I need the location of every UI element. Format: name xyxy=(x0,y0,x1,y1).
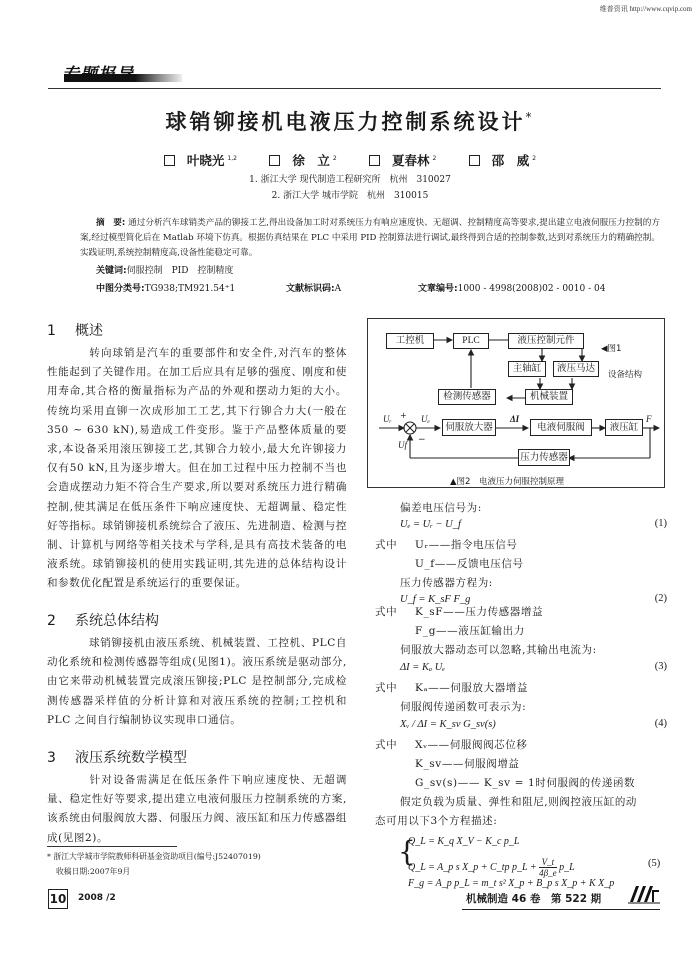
affiliation-1: 1. 浙江大学 现代制造工程研究所 杭州 310027 xyxy=(249,175,451,185)
text-line: 伺服阀传递函数可表示为: xyxy=(400,701,527,713)
text-line: 伺服放大器动态可以忽略,其输出电流为: xyxy=(400,644,597,656)
text-line: 假定负载为质量、弹性和阻尼,则阀控液压缸的动 xyxy=(400,796,638,808)
section-title: 系统总体结构 xyxy=(75,613,159,629)
equation-3 xyxy=(367,661,667,673)
paragraph-text: 球销铆接机由液压系统、机械装置、工控机、PLC自动化系统和检测传感器等组成(见图1)。液压系统是驱动部分,由它来带动机械装置完成滚压铆接;PLC 是控制部分,完成检测传感器采样值的分析计算和对液压系统的控制;工控机和 PLC 之间自行编制协议实现串口通信。 xyxy=(47,637,347,726)
footnote-fund: * 浙江大学城市学院教师科研基金资助项目(编号:J52407019) xyxy=(47,852,261,861)
doc-code-label: 文献标识码: xyxy=(286,284,335,294)
block-ipc: 工控机 xyxy=(386,333,434,349)
figure-1-number: ◀图1 xyxy=(601,344,622,354)
section-3-paragraph xyxy=(47,771,347,848)
definition: Xᵥ——伺服阀阀芯位移 xyxy=(415,739,528,751)
block-hydraulic-control: 液压控制元件 xyxy=(508,333,584,349)
equation-number: (1) xyxy=(654,518,667,529)
equation-body: Uₑ = Uᵣ − U_f xyxy=(400,519,461,530)
figure-1-caption: 设备结构 xyxy=(608,370,643,380)
article-no-label: 文章编号: xyxy=(418,284,458,294)
keywords xyxy=(96,263,233,276)
label-ue: Uₑ xyxy=(421,414,430,424)
equation-number: (2) xyxy=(654,593,667,604)
label-minus: − xyxy=(418,435,426,445)
paragraph-text: 转向球销是汽车的重要部件和安全件,对汽车的整体性能起到了关键作用。在加工后应具有足够的强度、刚度和使用寿命,其合格的衡量指标为产品的外观和摆动力矩的大小。传统均采用直铆一次成形加工工艺,其下行铆合力大(一般在350 ~ 630 kN),易造成工件变形。鉴于产品整体质量的要求,本设备采用滚压铆接工艺,其铆合力较小,最大允许铆接力仅有50 kN,且为逐步增大。但在加工过程中压力控制不当也会造成摆动力矩不符合生产要求,所以要对系统压力进行精确控制,使其满足在低压条件下响应速度快、无超调量、稳定性好等指标。球销铆接机系统综合了液压、先进制造、检测与控制、计算机与网络等相关技术与学科,是具有高技术装备的电液系统。球销铆接机的使用实践证明,其先进的总体结构设计和参数优化配置是系统运行的重要保证。 xyxy=(47,347,347,590)
block-servo-valve: 电液伺服阀 xyxy=(530,419,592,436)
equation-5b-pre: Q_L = A_p s X_p + C_tp p_L + xyxy=(408,861,537,873)
abstract-label: 摘 要: xyxy=(96,218,126,228)
text-line: 压力传感器方程为: xyxy=(400,577,493,589)
equation-5-number: (5) xyxy=(648,858,661,869)
section-number: 2 xyxy=(47,613,56,629)
clc-label: 中图分类号: xyxy=(96,284,145,294)
fraction-denominator: 4β_e xyxy=(539,868,557,878)
right-column xyxy=(367,0,667,964)
section-title: 概述 xyxy=(75,323,103,339)
equation-5a: Q_L = K_q X_V − K_c p_L xyxy=(408,836,520,847)
block-pressure-sensor: 压力传感器 xyxy=(518,449,570,466)
text-line: 态可用以下3个方程描述: xyxy=(375,815,498,827)
fraction xyxy=(539,857,556,878)
definition: Kₐ——伺服放大器增益 xyxy=(415,682,528,694)
where-label: 式中 xyxy=(375,739,398,751)
where-label: 式中 xyxy=(375,606,398,618)
equation-4 xyxy=(367,718,667,730)
definition: U_f——反馈电压信号 xyxy=(415,558,524,570)
equation-body: ΔI = Kₐ Uₑ xyxy=(400,662,446,673)
author-box-icon xyxy=(164,155,175,166)
footnote-rule xyxy=(47,846,177,847)
equation-number: (3) xyxy=(654,661,667,672)
equation-number: (4) xyxy=(654,718,667,729)
author-name: 邵 威 xyxy=(491,153,530,168)
block-plc: PLC xyxy=(453,333,489,349)
block-hydraulic-motor: 液压马达 xyxy=(553,361,599,377)
definition: K_sF——压力传感器增益 xyxy=(415,606,544,618)
watermark: 维普资讯 http://www.cqvip.com xyxy=(599,5,692,13)
footer-rule xyxy=(462,909,660,910)
where-label: 式中 xyxy=(375,682,398,694)
block-mechanical-device: 机械装置 xyxy=(525,389,573,405)
section-number: 3 xyxy=(47,750,56,766)
definition: Uᵣ——指令电压信号 xyxy=(415,539,518,551)
equation-5b xyxy=(408,857,575,878)
page-number: 10 xyxy=(48,889,68,909)
definition: G_sv(s)—— K_sv = 1时伺服阀的传递函数 xyxy=(415,777,636,789)
block-servo-amplifier: 伺服放大器 xyxy=(442,419,496,436)
author-affil-mark: 1,2 xyxy=(227,154,237,162)
equation-body: U_f = K_sF F_g xyxy=(400,594,471,605)
section-number: 1 xyxy=(47,323,56,339)
keywords-text: 伺服控制 PID 控制精度 xyxy=(126,266,234,276)
section-1-paragraph xyxy=(47,344,347,594)
journal-logo-icon xyxy=(628,884,660,904)
section-heading-1 xyxy=(47,320,347,340)
label-plus: + xyxy=(400,411,407,420)
author xyxy=(164,151,237,169)
author-name: 夏春林 xyxy=(392,153,430,168)
section-tag-text: 专题报导 xyxy=(62,65,134,85)
clc-value: TG938;TM921.54⁺1 xyxy=(144,284,236,294)
article-no-value: 1000 - 4998(2008)02 - 0010 - 04 xyxy=(457,284,606,294)
paragraph-text: 针对设备需满足在低压条件下响应速度快、无超调量、稳定性好等要求,提出建立电液伺服压力控制系统的方案,该系统由伺服阀放大器、伺服压力阀、液压缸和压力传感器组成(见图2)。 xyxy=(47,774,347,844)
author-affil-mark: 2 xyxy=(532,154,537,162)
journal-name: 机械制造 46 卷 第 522 期 xyxy=(466,893,602,905)
label-delta-i: ΔI xyxy=(510,414,520,424)
section-heading-3 xyxy=(47,747,347,767)
figure-2-caption: ▲图2 电液压力伺服控制原理 xyxy=(450,477,564,487)
section-2-paragraph xyxy=(47,634,347,730)
equation-5c: F_g = A_p p_L = m_t s² X_p + B_p s X_p + K X_p xyxy=(408,878,615,889)
author-affil-mark: 2 xyxy=(432,154,437,162)
author xyxy=(269,151,336,169)
author-affil-mark: 2 xyxy=(332,154,337,162)
paper-title-text: 球销铆接机电液压力控制系统设计 xyxy=(165,110,526,134)
equation-1 xyxy=(367,518,667,530)
section-heading-2 xyxy=(47,610,347,630)
block-hydraulic-cylinder: 液压缸 xyxy=(605,419,643,436)
abstract-text: 通过分析汽车球销类产品的铆接工艺,得出设备加工时对系统压力有响应速度快、无超调、控制精度高等要求,提出建立电液伺服压力控制的方案,经过模型简化后在 Matlab 环境下仿真。根据仿真结果在 PLC 中采用 PID 控制算法进行调试,最终得到合适的控制参数,达到对系统压力的精确控制。实践证明,系统控制精度高,设备性能稳定可靠。 xyxy=(80,218,661,258)
equation-body: Xᵥ / ΔI = K_sv G_sv(s) xyxy=(400,719,496,730)
author-box-icon xyxy=(269,155,280,166)
definition: K_sv——伺服阀增益 xyxy=(415,758,520,770)
text-line: 偏差电压信号为: xyxy=(400,502,482,514)
equation-5b-post: p_L xyxy=(559,861,575,873)
label-uf: Uf xyxy=(398,440,407,450)
brace-icon: { xyxy=(398,835,416,868)
where-label: 式中 xyxy=(375,539,398,551)
block-detection-sensor: 检测传感器 xyxy=(438,389,496,405)
title-footnote-mark: * xyxy=(525,110,535,124)
affiliation-2: 2. 浙江大学 城市学院 杭州 310015 xyxy=(271,191,429,201)
keywords-label: 关键词: xyxy=(96,266,127,276)
author-name: 徐 立 xyxy=(292,153,330,168)
fraction-numerator: V_t xyxy=(539,857,556,868)
label-fg: F xyxy=(646,414,652,424)
label-ur: Uᵣ xyxy=(383,414,392,424)
definition: F_g——液压缸输出力 xyxy=(415,625,525,637)
section-title: 液压系统数学模型 xyxy=(75,750,187,766)
issue-date: 2008 /2 xyxy=(78,893,116,903)
section-tag xyxy=(52,64,182,84)
doc-code-value: A xyxy=(334,284,342,294)
block-spindle-cylinder: 主轴缸 xyxy=(508,361,546,377)
author-name: 叶晓光 xyxy=(186,153,225,168)
footnote-received: 收稿日期:2007年9月 xyxy=(56,867,131,876)
